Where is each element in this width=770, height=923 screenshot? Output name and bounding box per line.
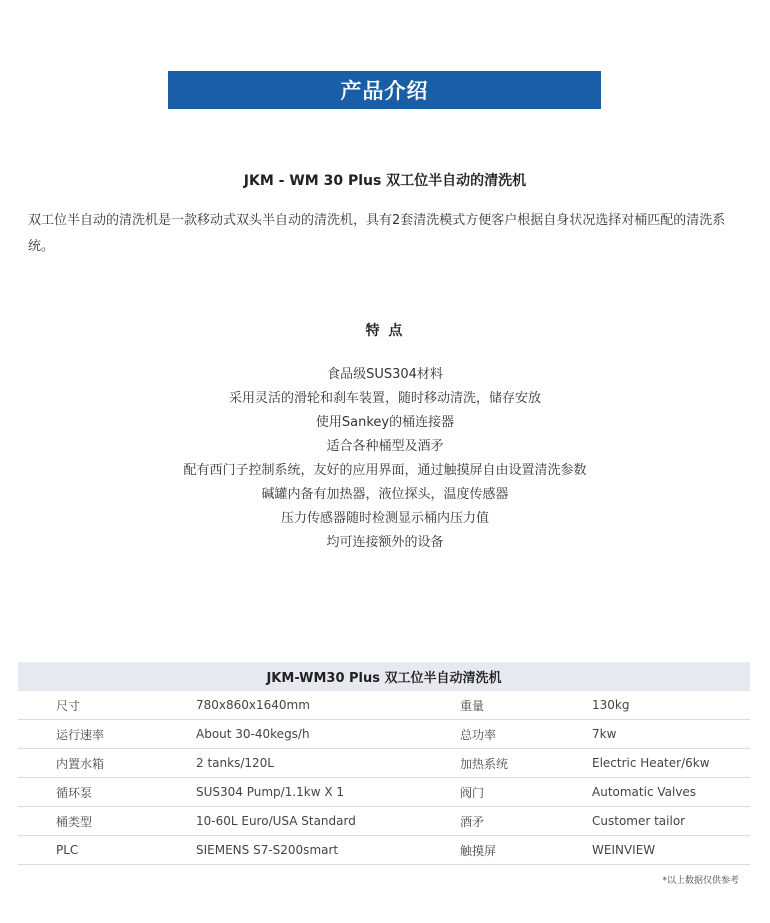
spec-row: [18, 836, 750, 865]
spec-value: 130kg: [592, 691, 750, 720]
spec-value: About 30-40kegs/h: [196, 720, 422, 749]
spec-table-header-row: [18, 662, 750, 691]
feature-item: 均可连接额外的设备: [326, 535, 444, 550]
spec-label: 内置水箱: [18, 749, 196, 778]
feature-item: 配有西门子控制系统，友好的应用界面，通过触摸屏自由设置清洗参数: [183, 463, 587, 478]
spec-label: 触摸屏: [422, 836, 592, 865]
feature-item: 使用Sankey的桶连接器: [315, 415, 455, 430]
spec-label: 总功率: [422, 720, 592, 749]
spec-row: [18, 807, 750, 836]
spec-table-title: JKM-WM30 Plus 双工位半自动清洗机: [18, 662, 750, 691]
feature-item: 碱罐内备有加热器，液位探头，温度传感器: [261, 487, 509, 502]
spec-label: PLC: [18, 836, 196, 865]
spec-label: 运行速率: [18, 720, 196, 749]
spec-table: [18, 662, 750, 865]
spec-row: [18, 720, 750, 749]
spec-label: 桶类型: [18, 807, 196, 836]
spec-value: Automatic Valves: [592, 778, 750, 807]
product-intro: 双工位半自动的清洗机是一款移动式双头半自动的清洗机，具有2套清洗模式方便客户根据自身状况选择对桶匹配的清洗系统。: [28, 213, 726, 254]
spec-value: 7kw: [592, 720, 750, 749]
spec-row: [18, 778, 750, 807]
spec-value: 10-60L Euro/USA Standard: [196, 807, 422, 836]
spec-label: 循环泵: [18, 778, 196, 807]
spec-row: [18, 749, 750, 778]
spec-value: SIEMENS S7-S200smart: [196, 836, 422, 865]
spec-value: 780x860x1640mm: [196, 691, 422, 720]
footnote: *以上数据仅供参考: [662, 876, 739, 886]
spec-label: 尺寸: [18, 691, 196, 720]
spec-value: 2 tanks/120L: [196, 749, 422, 778]
spec-label: 阀门: [422, 778, 592, 807]
spec-value: Customer tailor: [592, 807, 750, 836]
spec-value: Electric Heater/6kw: [592, 749, 750, 778]
feature-item: 食品级SUS304材料: [327, 367, 443, 382]
product-title: JKM - WM 30 Plus 双工位半自动的清洗机: [243, 173, 527, 189]
features-heading: 特 点: [365, 323, 405, 339]
section-banner: [168, 71, 601, 109]
spec-value: WEINVIEW: [592, 836, 750, 865]
features-list: [0, 363, 770, 555]
spec-label: 酒矛: [422, 807, 592, 836]
feature-item: 压力传感器随时检测显示桶内压力值: [280, 511, 489, 526]
banner-title: 产品介绍: [340, 79, 429, 103]
spec-label: 重量: [422, 691, 592, 720]
feature-item: 采用灵活的滑轮和刹车装置，随时移动清洗，储存安放: [228, 391, 541, 406]
spec-row: [18, 691, 750, 720]
feature-item: 适合各种桶型及酒矛: [326, 439, 444, 454]
spec-value: SUS304 Pump/1.1kw X 1: [196, 778, 422, 807]
spec-label: 加热系统: [422, 749, 592, 778]
